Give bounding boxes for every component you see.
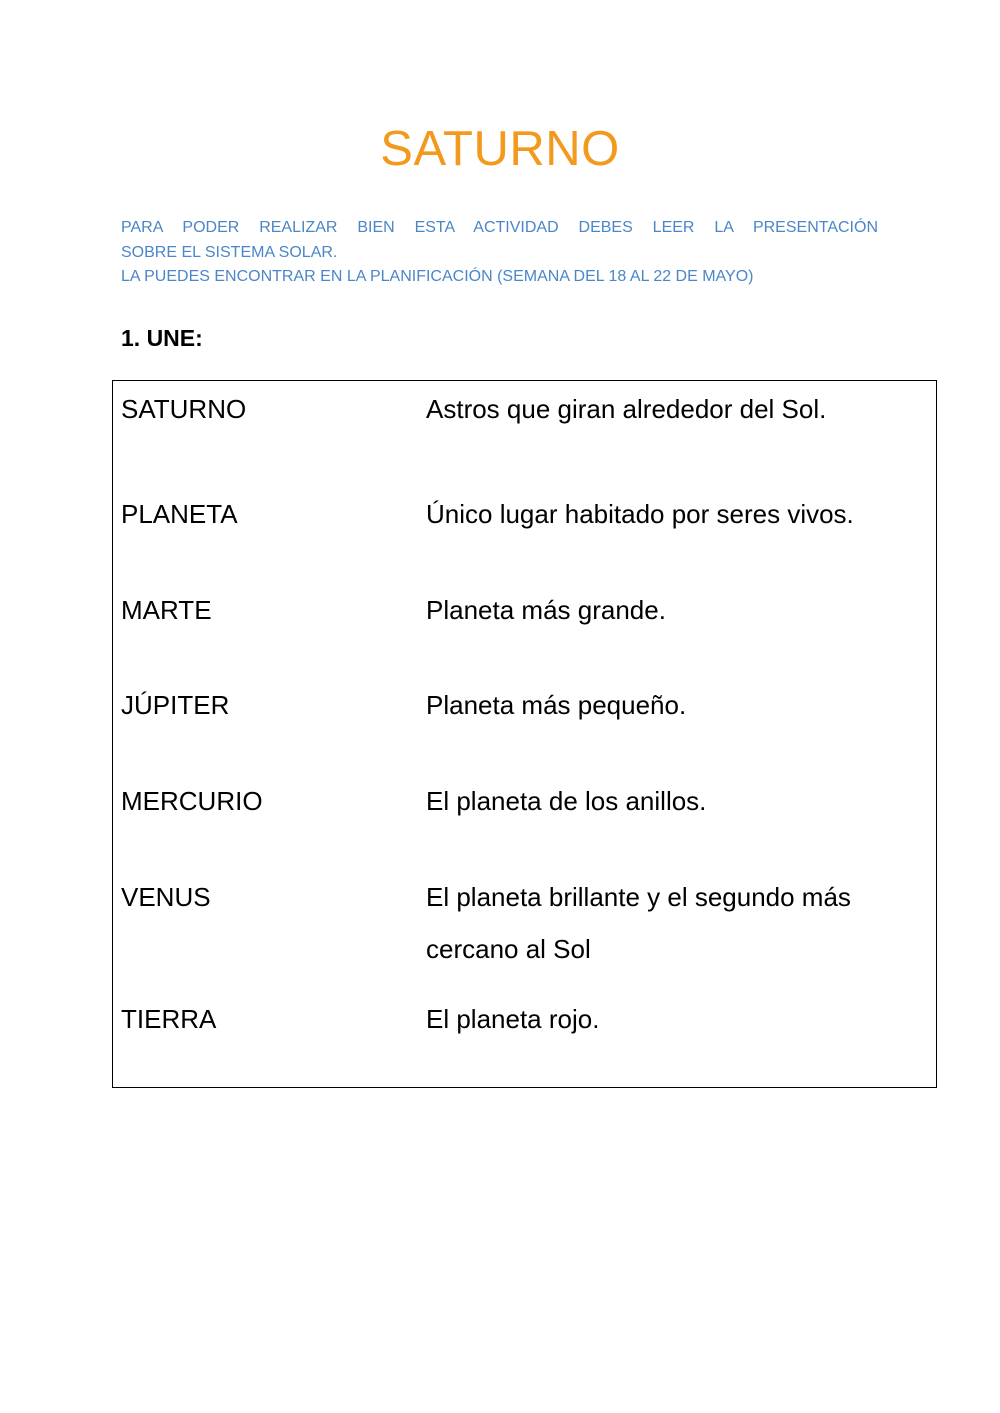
instructions-line-1: PARA PODER REALIZAR BIEN ESTA ACTIVIDAD DEBES LEER LA PRESENTACIÓN [121,219,878,236]
match-term[interactable]: MERCURIO [121,786,263,816]
match-definition[interactable]: Único lugar habitado por seres vivos. [426,499,854,529]
match-term[interactable]: PLANETA [121,499,238,529]
match-definition[interactable]: Planeta más pequeño. [426,690,687,720]
match-definition[interactable]: El planeta de los anillos. [426,786,707,816]
match-term[interactable]: VENUS [121,882,211,912]
instructions-line-3: LA PUEDES ENCONTRAR EN LA PLANIFICACIÓN (SEMANA DEL 18 AL 22 DE MAYO) [121,268,754,285]
match-term[interactable]: MARTE [121,595,212,625]
exercise-heading: 1. UNE: [121,325,203,351]
match-definition[interactable]: El planeta rojo. [426,1004,600,1034]
page-title: SATURNO [380,122,620,176]
instructions-line-2: SOBRE EL SISTEMA SOLAR. [121,243,338,261]
match-definition[interactable]: Planeta más grande. [426,595,666,625]
match-definition[interactable]: Astros que giran alrededor del Sol. [426,394,827,424]
match-term[interactable]: JÚPITER [121,690,230,720]
match-term[interactable]: SATURNO [121,394,247,424]
match-term[interactable]: TIERRA [121,1004,217,1034]
match-definition[interactable]: El planeta brillante y el segundo más cercano al Sol [426,882,851,964]
instructions [121,216,878,290]
matching-table [112,380,937,1088]
